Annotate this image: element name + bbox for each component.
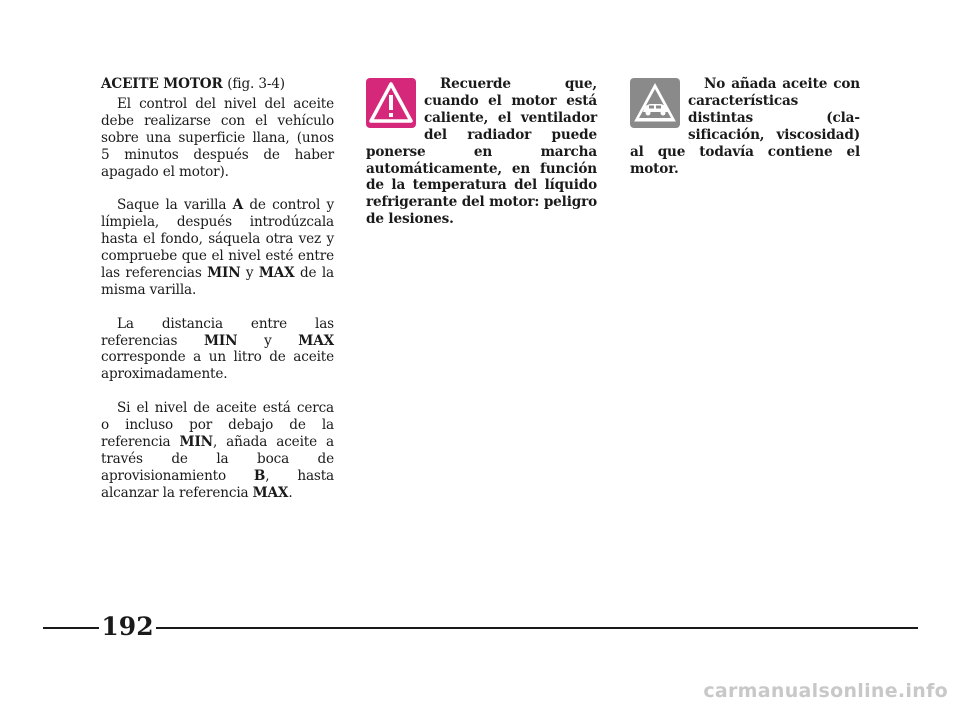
text-run: de la misma varilla. (101, 264, 334, 298)
warning-danger-text: Recuerde que, cuando el motor está caliente, el ventilador del radiador puede ponerse en marcha automáticamente, en función de la temperatura del líquido refrigerante del motor: peligro de lesiones. (366, 76, 597, 228)
body-paragraph (101, 96, 334, 181)
text-run: Saque la varilla (117, 197, 233, 214)
text-run: , hasta alcanzar la referencia (101, 467, 334, 501)
text-run: . (288, 484, 293, 501)
text-run: La distancia entre las referencias (101, 315, 334, 349)
warning-car-text: No añada aceite con características distintas (clasificación, viscosidad) al que todavía contiene el motor. (630, 76, 860, 177)
watermark: carmanualsonline.info (703, 680, 948, 702)
bold-reference: B (253, 467, 266, 484)
figure-reference: (fig. 3-4) (227, 76, 285, 92)
body-paragraph (101, 197, 334, 298)
text-run: , añada aceite a través de la boca de aprovisionamiento (101, 433, 334, 484)
text-run: Si el nivel de aceite está cerca o incluso por debajo de la referencia (101, 400, 334, 450)
heading-title: ACEITE MOTOR (101, 76, 223, 92)
left-column (101, 76, 334, 519)
section-heading (101, 76, 334, 93)
body-paragraph (101, 316, 334, 384)
text-run: El control del nivel del aceite debe realizarse con el vehículo sobre una superficie llana, (unos 5 minutos después de haber apagado el motor). (101, 95, 334, 180)
warning-car-block (630, 76, 860, 194)
body-paragraph (101, 400, 334, 501)
footer-rule-left (43, 627, 99, 629)
text-run: y (240, 264, 259, 281)
bold-reference: MAX (298, 332, 334, 349)
page-number: 192 (101, 612, 154, 641)
left-paragraphs (101, 96, 334, 502)
bold-reference: MIN (207, 264, 241, 281)
bold-reference: A (232, 197, 244, 214)
text-run: corresponde a un litro de aceite aproximadamente. (101, 349, 334, 383)
bold-reference: MIN (204, 332, 238, 349)
text-run: y (237, 332, 299, 349)
text-run: de control y límpiela, después introdúzcala hasta el fondo, sáquela otra vez y compruebe que el nivel esté entre las referencias (101, 197, 334, 281)
footer-rule-right (156, 627, 918, 629)
warning-danger-block (366, 76, 597, 245)
bold-reference: MAX (258, 264, 295, 281)
warning-triangle-icon (366, 78, 416, 128)
car-warning-icon (630, 78, 680, 128)
bold-reference: MAX (252, 484, 289, 501)
bold-reference: MIN (179, 433, 213, 450)
